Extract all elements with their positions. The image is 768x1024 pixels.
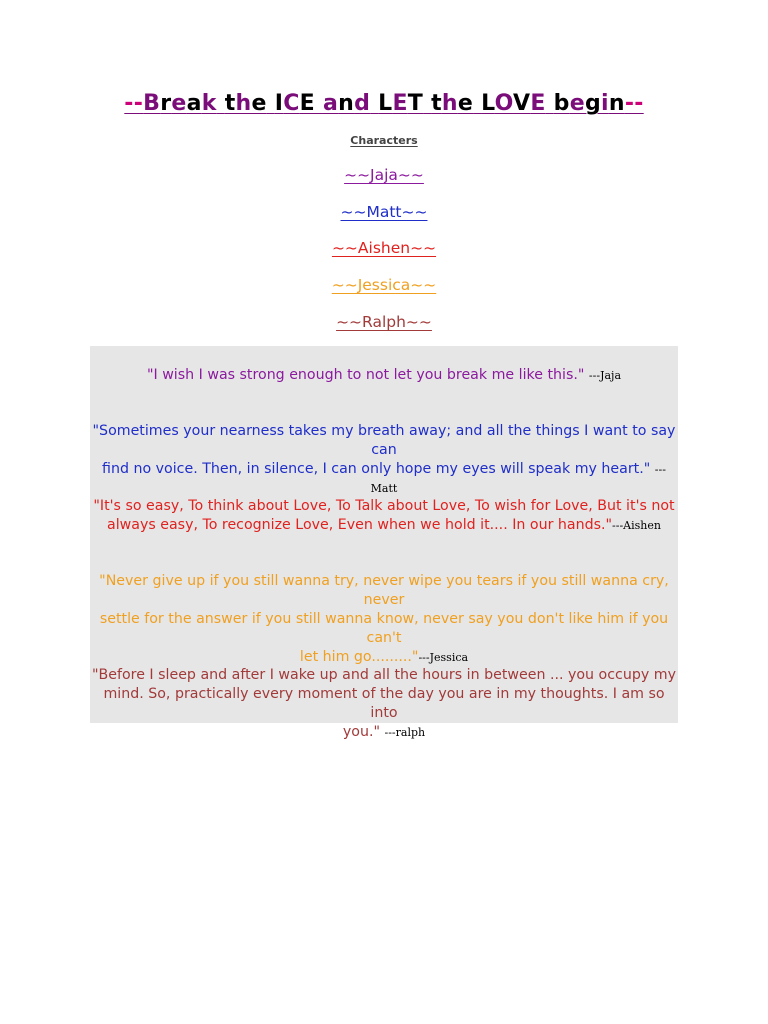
title-segment: --	[624, 91, 644, 116]
quote-text: settle for the answer if you still wanna know, never say you don't like him if you can't	[99, 611, 669, 646]
quote-text: "Sometimes your nearness takes my breath away; and all the things I want to say can	[92, 423, 676, 458]
character-item	[0, 201, 768, 238]
character-item	[0, 164, 768, 201]
character-link[interactable]: ~~Aishen~~	[331, 239, 437, 258]
quote-text: mind. So, practically every moment of the day you are in my thoughts. I am so into	[103, 686, 665, 721]
character-item	[0, 237, 768, 274]
character-link[interactable]: ~~Jaja~~	[344, 166, 424, 184]
title-segment: E	[530, 91, 546, 116]
title-segment	[315, 91, 323, 116]
title-segment: V	[513, 91, 531, 116]
quote-attribution: ---Aishen	[612, 519, 661, 532]
characters-heading	[0, 133, 768, 149]
title-segment: e	[457, 91, 474, 116]
quote-text: always easy, To recognize Love, Even when we hold it.... In our hands."	[107, 517, 613, 533]
title-segment: a	[322, 91, 339, 116]
quote-block	[90, 366, 678, 385]
title-segment: C	[283, 91, 300, 116]
title-segment	[370, 91, 378, 116]
quote-text: "Never give up if you still wanna try, never wipe you tears if you still wanna cry, never	[99, 573, 669, 608]
title-segment: e	[171, 91, 187, 116]
title-segment: L	[378, 91, 393, 116]
quote-text: let him go........."	[299, 649, 419, 665]
characters-heading-text: Characters	[350, 134, 418, 147]
title-segment: a	[186, 91, 202, 116]
title-segment: I	[274, 91, 284, 116]
page-title	[0, 88, 768, 120]
quote-attribution: ---Jaja	[588, 369, 622, 382]
character-link[interactable]: ~~Matt~~	[340, 202, 428, 221]
title-segment: n	[338, 91, 355, 116]
title-segment: e	[251, 91, 267, 116]
title-segment	[473, 91, 481, 116]
quote-attribution: ---Jessica	[418, 651, 469, 664]
character-link[interactable]: ~~Ralph~~	[336, 312, 432, 331]
title-segment: h	[235, 91, 252, 116]
quote-text: find no voice. Then, in silence, I can only hope my eyes will speak my heart."	[102, 461, 655, 477]
title-segment: h	[441, 91, 458, 116]
title-segment: E	[299, 91, 315, 116]
quotes-panel	[90, 346, 678, 740]
title-segment: T	[407, 91, 424, 116]
title-segment: L	[481, 91, 495, 116]
quote-text: "It's so easy, To think about Love, To Talk about Love, To wish for Love, But it's not	[93, 498, 675, 514]
title-segment: t	[224, 91, 236, 116]
title-segment	[267, 91, 275, 116]
title-segment: k	[201, 91, 217, 116]
title-segment: t	[431, 91, 442, 116]
character-link[interactable]: ~~Jessica~~	[331, 276, 437, 295]
title-segment: --	[124, 91, 144, 116]
title-text	[124, 91, 643, 116]
title-segment: d	[354, 91, 371, 116]
quote-text: you."	[342, 724, 385, 740]
title-segment: b	[553, 91, 570, 116]
title-segment: i	[601, 91, 609, 116]
title-segment	[546, 91, 554, 116]
title-segment: B	[143, 91, 161, 116]
quote-block	[90, 497, 678, 535]
quote-block	[90, 422, 678, 498]
title-segment: E	[392, 91, 408, 116]
title-segment: g	[584, 91, 602, 116]
characters-list	[0, 164, 768, 347]
title-segment	[423, 91, 431, 116]
quote-block	[90, 666, 678, 742]
title-segment: r	[160, 91, 172, 116]
quote-attribution: ---ralph	[384, 726, 426, 739]
character-item	[0, 274, 768, 311]
title-segment: n	[608, 91, 625, 116]
quote-block	[90, 572, 678, 667]
title-segment: O	[494, 91, 514, 116]
title-segment	[217, 91, 225, 116]
quote-text: "I wish I was strong enough to not let you break me like this."	[146, 367, 589, 383]
quote-text: "Before I sleep and after I wake up and all the hours in between ... you occupy my	[92, 667, 676, 683]
quote-attribution: ---Matt	[370, 463, 666, 495]
character-item	[0, 311, 768, 348]
title-segment: e	[569, 91, 585, 116]
